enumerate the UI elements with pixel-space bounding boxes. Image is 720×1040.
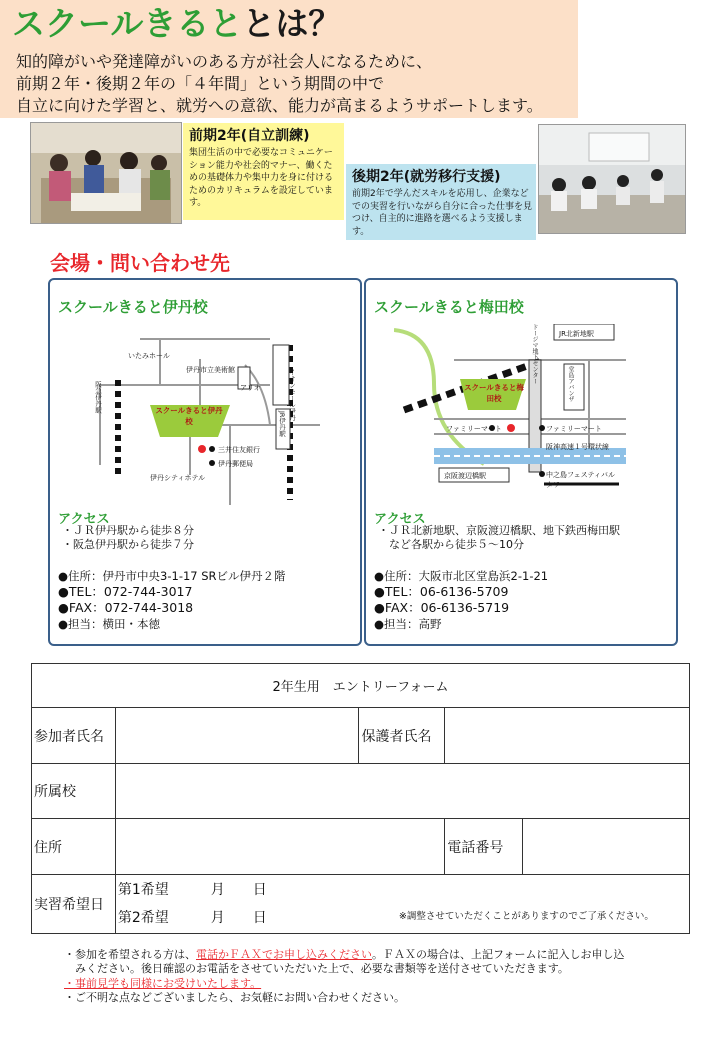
umeda-map: [394, 324, 626, 504]
map-label: 阪神高速１号環状線: [546, 443, 609, 451]
note-text: 。ＦＡＸの場合は、上記フォームに記入しお申し込: [372, 948, 625, 961]
intro-line: 知的障がいや発達障がいのある方が社会人になるために、: [16, 52, 433, 71]
venue-heading: 会場・問い合わせ先: [50, 251, 230, 275]
fax: ●FAX：072-744-3018: [58, 600, 194, 615]
address-label: 住所: [32, 819, 116, 875]
map-label: ファミリーマート: [546, 425, 602, 433]
note-emphasis: 電話かＦＡＸでお申し込みください: [196, 948, 372, 961]
second-period-box: [346, 164, 536, 240]
note-line: みください。後日確認のお電話をさせていただいた上で、必要な書類等を送付させていただきます。: [64, 962, 569, 975]
guardian-name-field[interactable]: [445, 708, 690, 764]
phone-field[interactable]: [523, 819, 690, 875]
school-label: 所属校: [32, 764, 116, 819]
access-line: ・ＪＲ北新地駅、京阪渡辺橋駅、地下鉄西梅田駅: [378, 524, 620, 537]
contact-person: ●担当：横田・本徳: [58, 617, 161, 631]
tel: ●TEL：06-6136-5709: [374, 584, 509, 599]
second-period-body: 前期2年で学んだスキルを応用し、企業などでの実習を行いながら自分に合った仕事を見つけ、自主的に進路を選べるよう支援します。: [352, 189, 533, 237]
access-line: ・阪急伊丹駅から徒歩７分: [62, 538, 194, 551]
intro-line: 前期２年・後期２年の「４年間」という期間の中で: [16, 74, 385, 93]
first-period-heading: 前期2年(自立訓練): [189, 128, 310, 144]
note-line: [64, 948, 624, 962]
campus-name: スクールきると梅田校: [374, 298, 524, 316]
map-label: 伊丹市立美術館: [186, 366, 235, 374]
address-field[interactable]: [115, 819, 444, 875]
note-line: ・事前見学も同様にお受けいたします。: [64, 977, 262, 990]
map-label: 堂島アバンザ: [567, 366, 574, 402]
fax: ●FAX：06-6136-5719: [374, 600, 510, 615]
access-line: など各駅から徒歩５〜10分: [378, 538, 524, 551]
access-heading: アクセス: [58, 512, 110, 527]
access-heading: アクセス: [374, 512, 426, 527]
first-period-body: 集団生活の中で必要なコミュニケーション能力や社会的マナー、働くための基礎体力や集中力を身に付けるためのカリキュラムを設定しています。: [189, 148, 334, 208]
title-highlight: スクールきると: [12, 4, 243, 43]
first-choice: 第1希望 月 日: [117, 882, 267, 898]
map-label: JR北新地駅: [559, 330, 594, 338]
access-line: ・ＪＲ伊丹駅から徒歩８分: [62, 524, 194, 537]
participant-name-label: 参加者氏名: [32, 708, 116, 764]
contact-person: ●担当：高野: [374, 617, 442, 631]
second-choice: 第2希望 月 日: [117, 910, 267, 926]
map-label: ドージマ地下センター: [531, 324, 538, 384]
itami-map: [90, 325, 320, 505]
second-period-heading: 後期2年(就労移行支援): [352, 169, 501, 185]
page-title: [12, 4, 341, 44]
participant-name-field[interactable]: [115, 708, 359, 764]
form-title: 2年生用 エントリーフォーム: [32, 664, 690, 708]
itami-campus-panel: [48, 278, 362, 646]
map-label: 中之島フェスティバルタワー: [546, 471, 615, 489]
map-label: アリオ: [240, 384, 261, 392]
map-label: JR伊丹駅: [278, 411, 286, 437]
address: ●住所：伊丹市中央3-1-17 SRビル伊丹２階: [58, 569, 286, 583]
title-rest: とは？: [242, 4, 342, 43]
map-school-label: スクールきると梅田校: [464, 383, 524, 403]
note-line: ・ご不明な点などございましたら、お気軽にお問い合わせください。: [64, 991, 405, 1004]
umeda-campus-panel: [364, 278, 678, 646]
intro-line: 自立に向けた学習と、就労への意欲、能力が高まるようサポートします。: [16, 96, 543, 115]
phone-label: 電話番号: [445, 819, 523, 875]
tel: ●TEL：072-744-3017: [58, 584, 193, 599]
classroom-photo-right: [538, 124, 686, 234]
note-text: ・参加を希望される方は、: [64, 948, 196, 961]
map-label: ファミリーマート: [446, 425, 502, 433]
guardian-name-label: 保護者氏名: [359, 708, 445, 764]
map-label: 阪急伊丹駅: [94, 381, 102, 414]
adjust-note: ※調整させていただくことがありますのでご了承ください。: [398, 911, 654, 922]
date-label: 実習希望日: [32, 875, 116, 934]
school-field[interactable]: [115, 764, 689, 819]
classroom-photo-left: [30, 122, 182, 224]
campus-name: スクールきると伊丹校: [58, 298, 208, 316]
map-label: いたみホール: [128, 352, 170, 360]
first-period-box: [183, 123, 344, 220]
address: ●住所：大阪市北区堂島浜2-1-21: [374, 569, 549, 583]
map-school-label: スクールきると伊丹校: [155, 406, 223, 426]
map-label: 京阪渡辺橋駅: [444, 472, 486, 480]
map-label: 伊丹郵便局: [218, 460, 253, 468]
map-label: 三井住友銀行: [218, 446, 260, 454]
map-label: イオンモール伊丹: [288, 369, 296, 421]
entry-form: [31, 663, 690, 934]
date-field[interactable]: [115, 875, 689, 934]
map-label: 伊丹シティホテル: [150, 474, 206, 482]
